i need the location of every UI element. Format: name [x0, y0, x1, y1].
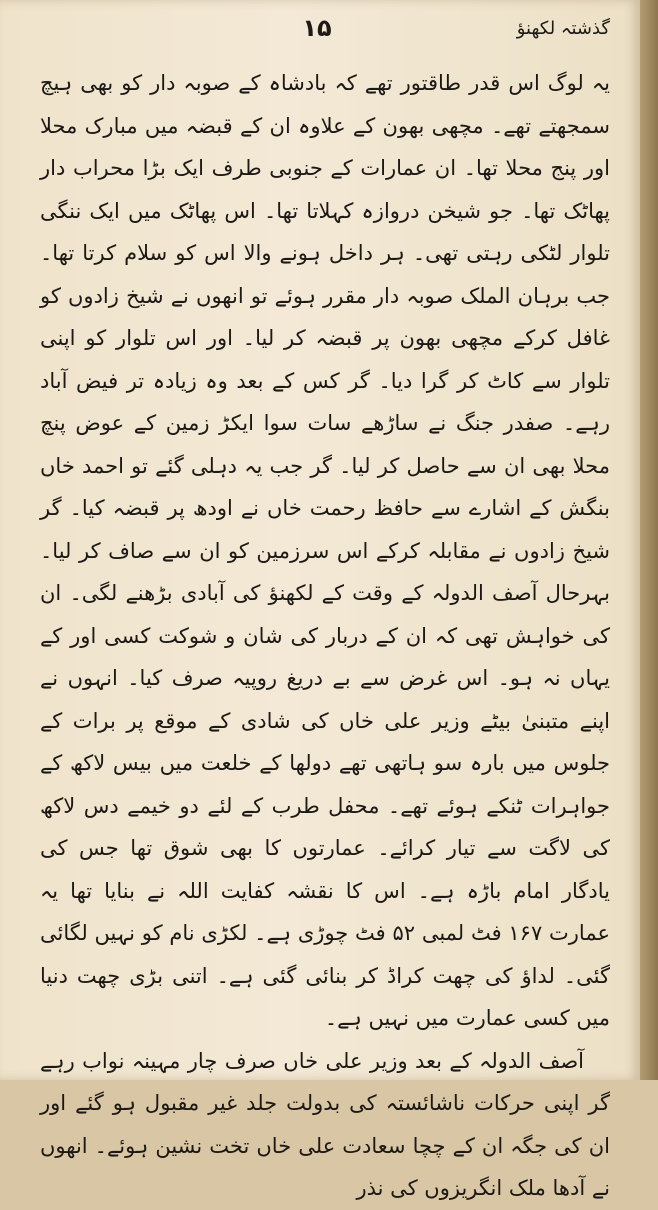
paragraph: یہ لوگ اس قدر طاقتور تھے کہ بادشاہ کے صوبہ دار کو بھی ہیچ سمجھتے تھے۔ مچھی بھون کے علاوہ ان کے قبضہ میں مبارک محلا اور پنج محلا تھا۔ ان عمارات کے جنوبی طرف ایک بڑا محراب دار پھاٹک تھا۔ جو شیخن دروازہ کہلاتا تھا۔ اس پھاٹک میں ایک ننگی تلوار لٹکی رہتی تھی۔ ہر داخل ہونے والا اس کو سلام کرتا تھا۔ جب برہان الملک صوبہ دار مقرر ہوئے تو انھوں نے شیخ زادوں کو غافل کرکے مچھی بھون پر قبضہ کر لیا۔ اور اس تلوار کو اپنی تلوار سے کاٹ کر گرا دیا۔ گر کس کے بعد وہ زیادہ تر فیض آباد رہے۔ صفدر جنگ نے ساڑھے سات سوا ایکڑ زمین کے عوض پنچ محلا بھی ان سے حاصل کر لیا۔ گر جب یہ دہلی گئے تو احمد خاں بنگش کے اشارے سے حافظ رحمت خاں نے اودھ پر قبضہ کیا۔ گر شیخ زادوں نے مقابلہ کرکے اس سرزمین کو ان سے صاف کر لیا۔ بہرحال آصف الدولہ کے وقت کے لکھنؤ کی آبادی بڑھنے لگی۔ ان کی خواہش تھی کہ ان کے دربار کی شان و شوکت کسی اور کے یہاں نہ ہو۔ اس غرض سے بے دریغ روپیہ صرف کیا۔ انہوں نے اپنے متبنیٰ بیٹے وزیر علی خاں کی شادی کے موقع پر برات کے جلوس میں بارہ سو ہاتھی تھے دولھا کے خلعت میں بیس لاکھ کے جواہرات ٹنکے ہوئے تھے۔ محفل طرب کے لئے دو خیمے دس لاکھ کی لاگت سے تیار کرائے۔ عمارتوں کا بھی شوق تھا جس کی یادگار امام باڑہ ہے۔ اس کا نقشہ کفایت اللہ نے بنایا تھا یہ عمارت ۱۶۷ فٹ لمبی ۵۲ فٹ چوڑی ہے۔ لکڑی نام کو نہیں لگائی گئی۔ لداؤ کی چھت کراڈ کر بنائی گئی ہے۔ اتنی بڑی چھت دنیا میں کسی عمارت میں نہیں ہے۔: [40, 71, 611, 1030]
running-head: گذشتہ لکھنؤ: [516, 18, 610, 39]
page-number: ۱۵: [302, 14, 332, 42]
body-text: [40, 62, 610, 1210]
paragraph: آصف الدولہ کے بعد وزیر علی خاں صرف چار مہینہ نواب رہے گر اپنی حرکات ناشائستہ کی بدولت جلد غیر مقبول ہو گئے اور ان کی جگہ ان کے چچا سعادت علی خاں تخت نشین ہوئے۔ انھوں نے آدھا ملک انگریزوں کی نذر: [40, 1048, 610, 1200]
page-header: [24, 14, 610, 50]
book-spine-edge: [640, 0, 658, 1080]
